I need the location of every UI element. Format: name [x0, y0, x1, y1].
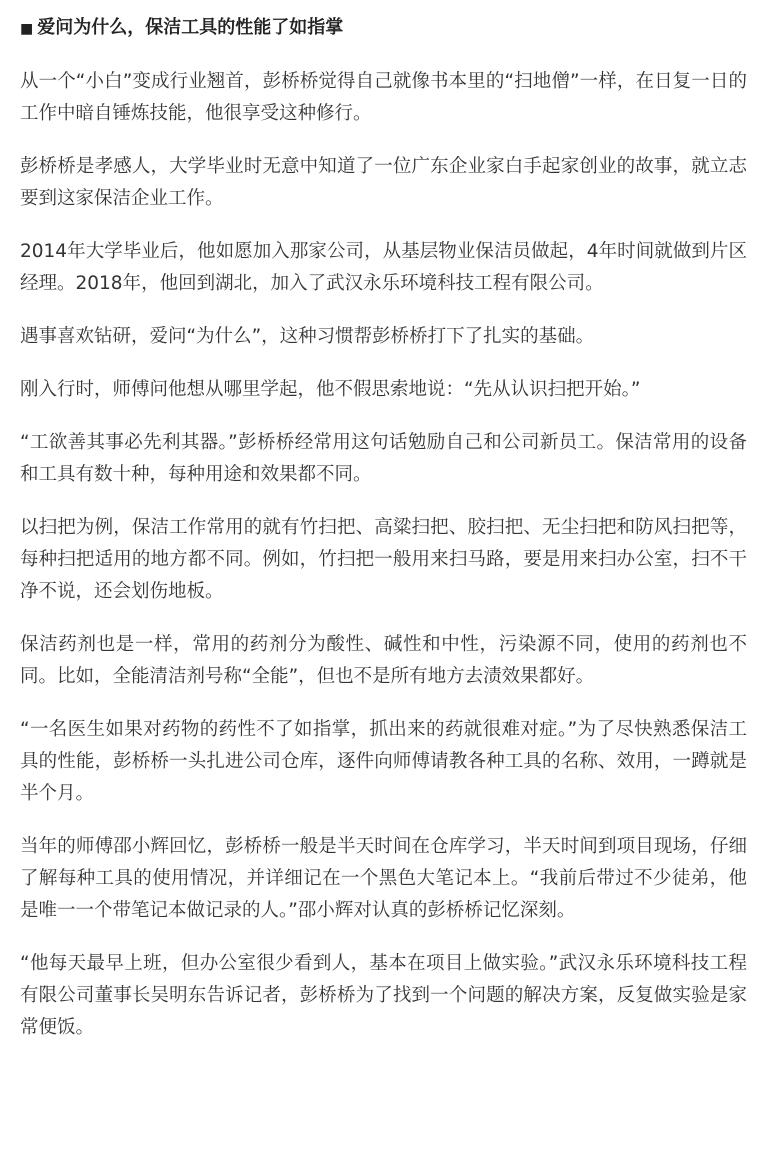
paragraph-9: “一名医生如果对药物的药性不了如指掌，抓出来的药就很难对症。”为了尽快熟悉保洁工具的性能，彭桥桥一头扎进公司仓库，逐件向师傅请教各种工具的名称、效用，一蹲就是半个月。 [20, 719, 747, 804]
paragraph-7: 以扫把为例，保洁工作常用的就有竹扫把、高粱扫把、胶扫把、无尘扫把和防风扫把等，每种扫把适用的地方都不同。例如，竹扫把一般用来扫马路，要是用来扫办公室，扫不干净不说，还会划伤地板。 [20, 517, 747, 602]
section-heading-text: 爱问为什么，保洁工具的性能了如指掌 [37, 17, 344, 38]
paragraph-8: 保洁药剂也是一样，常用的药剂分为酸性、碱性和中性，污染源不同，使用的药剂也不同。比如，全能清洁剂号称“全能”，但也不是所有地方去渍效果都好。 [20, 634, 747, 687]
paragraph-2: 彭桥桥是孝感人，大学毕业时无意中知道了一位广东企业家白手起家创业的故事，就立志要到这家保洁企业工作。 [20, 156, 747, 209]
section-heading [20, 12, 747, 45]
paragraph-1: 从一个“小白”变成行业翘首，彭桥桥觉得自己就像书本里的“扫地僧”一样，在日复一日的工作中暗自锤炼技能，他很享受这种修行。 [20, 71, 747, 124]
paragraph-4: 遇事喜欢钻研，爱问“为什么”，这种习惯帮彭桥桥打下了扎实的基础。 [20, 326, 595, 347]
paragraph-11: “他每天最早上班，但办公室很少看到人，基本在项目上做实验。”武汉永乐环境科技工程有限公司董事长吴明东告诉记者，彭桥桥为了找到一个问题的解决方案，反复做实验是家常便饭。 [20, 953, 747, 1038]
paragraph-5: 刚入行时，师傅问他想从哪里学起，他不假思索地说：“先从认识扫把开始。” [20, 379, 641, 400]
square-bullet-icon: ■ [20, 21, 34, 37]
paragraph-6: “工欲善其事必先利其器。”彭桥桥经常用这句话勉励自己和公司新员工。保洁常用的设备和工具有数十种，每种用途和效果都不同。 [20, 432, 747, 485]
paragraph-3: 2014年大学毕业后，他如愿加入那家公司，从基层物业保洁员做起，4年时间就做到片区经理。2018年，他回到湖北，加入了武汉永乐环境科技工程有限公司。 [20, 241, 747, 294]
paragraph-10: 当年的师傅邵小辉回忆，彭桥桥一般是半天时间在仓库学习，半天时间到项目现场，仔细了解每种工具的使用情况，并详细记在一个黑色大笔记本上。“我前后带过不少徒弟，他是唯一一个带笔记本做记录的人。”邵小辉对认真的彭桥桥记忆深刻。 [20, 836, 747, 921]
